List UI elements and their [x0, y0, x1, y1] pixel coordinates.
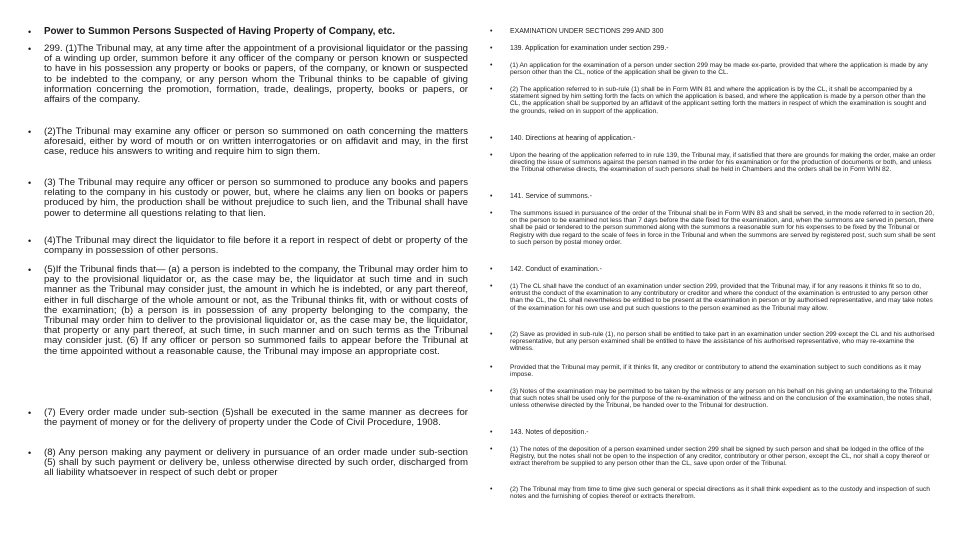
right-item-heading: [490, 45, 936, 52]
bullet: •: [28, 178, 32, 188]
paragraph: (2)The Tribunal may examine any officer or person so summoned on oath concerning the matters aforesaid, either by word of mouth or on written interrogatories or on affidavit and may, in the first case, reduce his answers to writing and require him to sign them.: [44, 126, 468, 158]
right-item: [490, 446, 936, 468]
bullet: •: [490, 210, 493, 217]
bullet: •: [490, 28, 493, 35]
bullet: •: [490, 429, 493, 436]
right-item: [490, 62, 936, 76]
rule-heading: EXAMINATION UNDER SECTIONS 299 AND 300: [510, 28, 664, 35]
section-heading: Power to Summon Persons Suspected of Having Property of Company, etc.: [44, 26, 395, 37]
left-item: [28, 448, 468, 479]
paragraph: (3) The Tribunal may require any officer or person so summoned to produce any books and papers relating to the company in his custody or power, but, where he claims any lien on books or papers produced by him, the production shall be without prejudice to such lien, and the Tribunal shall have power to determine all questions relating to that lien.: [44, 177, 468, 219]
rule-text: The summons issued in pursuance of the order of the Tribunal shall be in Form WIN 83 and shall be served, in the mode referred to in section 20, on the person to be examined not less than 7 days before the date fixed for the examination, and, when the summons are served in person, there shall be paid or tendered to the person summoned along with the summons a reasonable sum for his expenses to be fixed by the Tribunal or Registry with due regard to the scale of fees in force in the Tribunal and when the summons are served by registered post, such sum shall be sent to such person by postal money order.: [510, 210, 936, 246]
left-item: [28, 408, 468, 428]
right-item: [490, 210, 936, 246]
rule-heading: 143. Notes of deposition.-: [510, 429, 589, 436]
right-item: [490, 86, 936, 115]
bullet: •: [490, 135, 493, 142]
rule-text: (2) Save as provided in sub-rule (1), no person shall be entitled to take part in an examination under section 299 except the CL and his authorised representative, but any person examined shall be entitled to have the assistance of his authorised representative, who may re-examine the witness.: [510, 331, 935, 353]
bullet: •: [490, 86, 493, 93]
left-column: [28, 0, 468, 540]
rule-text: (3) Notes of the examination may be permitted to be taken by the witness or any person on his behalf on his giving an undertaking to the Tribunal that such notes shall be used only for the purpose of the re-examination of the witness and on the conclusion of the examination, the notes shall, unless otherwise directed by the Tribunal, be handed over to the Tribunal for destruction.: [510, 388, 933, 410]
rule-heading: 141. Service of summons.-: [510, 193, 592, 200]
bullet: •: [490, 283, 493, 290]
right-item-heading: [490, 135, 936, 142]
bullet: •: [490, 486, 493, 493]
bullet: •: [490, 388, 493, 395]
rule-text: (1) An application for the examination of a person under section 299 may be made ex-parte, provided that where the application is made by any person other than the CL, notice of the application shall be given to the CL.: [510, 62, 928, 77]
bullet: •: [28, 265, 32, 275]
rule-heading: 139. Application for examination under section 299.-: [510, 45, 669, 52]
bullet: •: [490, 152, 493, 159]
left-item: [28, 178, 468, 219]
bullet: •: [28, 44, 32, 54]
rule-text: (2) The application referred to in sub-rule (1) shall be in Form WIN 81 and where the application is by the CL, it shall be accompanied by a statement signed by him setting forth the facts on which the application is based, and where the application is made by a person other than the CL, the application shall be supported by an affidavit of the applicant setting forth the matters in respect of which the examination is sought and the grounds, relied on in support of the application.: [510, 86, 927, 115]
rule-heading: 142. Conduct of examination.-: [510, 266, 602, 273]
right-item: [490, 152, 936, 174]
bullet: •: [490, 266, 493, 273]
bullet: •: [490, 331, 493, 338]
right-item: [490, 388, 936, 410]
right-item-heading: [490, 193, 936, 200]
left-item: [28, 127, 468, 158]
rule-text: (2) The Tribunal may from time to time give such general or special directions as it shall think expedient as to the custody and inspection of such notes and the furnishing of copies thereof or extracts therefrom.: [510, 486, 930, 501]
right-item: [490, 283, 936, 312]
paragraph: (8) Any person making any payment or delivery in pursuance of an order made under sub-section (5) shall by such payment or delivery be, unless otherwise directed by such order, discharged from all liability whatsoever in respect of such debt or proper: [44, 447, 468, 479]
bullet: •: [490, 62, 493, 69]
bullet: •: [490, 364, 493, 371]
bullet: •: [490, 45, 493, 52]
left-item: [28, 236, 468, 256]
rule-heading: 140. Directions at hearing of application.-: [510, 135, 636, 142]
right-item: [490, 364, 936, 378]
right-item-heading: [490, 429, 936, 436]
bullet: •: [490, 446, 493, 453]
rule-text: Provided that the Tribunal may permit, if it thinks fit, any creditor or contributory to attend the examination subject to such conditions as it may impose.: [510, 364, 922, 379]
left-item-heading: [28, 27, 468, 37]
rule-text: (1) The notes of the deposition of a person examined under section 299 shall be signed by such person and shall be lodged in the office of the Registry, but the notes shall not be open to the inspection of any creditor, contributory or other person, except the CL, nor shall a copy thereof or extract therefrom be supplied to any person other than the CL, save upon order of the Tribunal.: [510, 446, 930, 468]
paragraph: (5)If the Tribunal finds that— (a) a person is indebted to the company, the Tribunal may order him to pay to the provisional liquidator or, as the case may be, the liquidator at such time and in such manner as the Tribunal may consider just, the amount in which he is indebted, or any part thereof, either in full discharge of the whole amount or not, as the Tribunal thinks fit, with or without costs of the examination; (b) a person is in possession of any property belonging to the company, the Tribunal may order him to deliver to the provisional liquidator or, as the case may be, the liquidator, that property or any part thereof, at such time, in such manner and on such terms as the Tribunal may consider just. (6) If any officer or person so summoned fails to appear before the Tribunal at the time appointed without a reasonable cause, the Tribunal may impose an appropriate cost.: [44, 264, 468, 357]
left-item: [28, 44, 468, 105]
bullet: •: [28, 27, 32, 37]
paragraph: (7) Every order made under sub-section (5)shall be executed in the same manner as decrees for the payment of money or for the delivery of property under the Code of Civil Procedure, 1908.: [44, 407, 468, 429]
right-item-heading: [490, 28, 936, 35]
right-item: [490, 486, 936, 500]
paragraph: (4)The Tribunal may direct the liquidator to file before it a report in respect of debt or property of the company in possession of other persons.: [44, 235, 468, 257]
bullet: •: [28, 408, 32, 418]
bullet: •: [28, 448, 32, 458]
left-item: [28, 265, 468, 357]
right-column: [490, 0, 936, 540]
right-item: [490, 331, 936, 353]
paragraph: 299. (1)The Tribunal may, at any time after the appointment of a provisional liquidator or the passing of a winding up order, summon before it any officer of the company or person known or suspected to have in his possession any property or books or papers, of the company, or known or suspected to be indebted to the company, or any person whom the Tribunal thinks to be capable of giving information concerning the promotion, formation, trade, dealings, property, books or papers, or affairs of the company.: [44, 43, 468, 106]
bullet: •: [28, 127, 32, 137]
bullet: •: [490, 193, 493, 200]
right-item-heading: [490, 266, 936, 273]
bullet: •: [28, 236, 32, 246]
rule-text: (1) The CL shall have the conduct of an examination under section 299, provided that the Tribunal may, if for any reasons it thinks fit so to do, entrust the conduct of the examination to any contributory or creditor and where the conduct of the examination is entrusted to any person other than the CL, the CL shall nevertheless be entitled to be present at the examination in person or by authorised representative, and may take notes of the examination for his own use and put such questions to the person examined as the Tribunal may allow.: [510, 283, 933, 312]
rule-text: Upon the hearing of the application referred to in rule 139, the Tribunal may, if satisfied that there are grounds for making the order, make an order directing the issue of summons against the person named in the order for his examination or for the production of documents or both, and unless the Tribunal otherwise directs, the examination of such persons shall be held in Chambers and the orders shall be in Form WIN 82.: [510, 152, 936, 174]
